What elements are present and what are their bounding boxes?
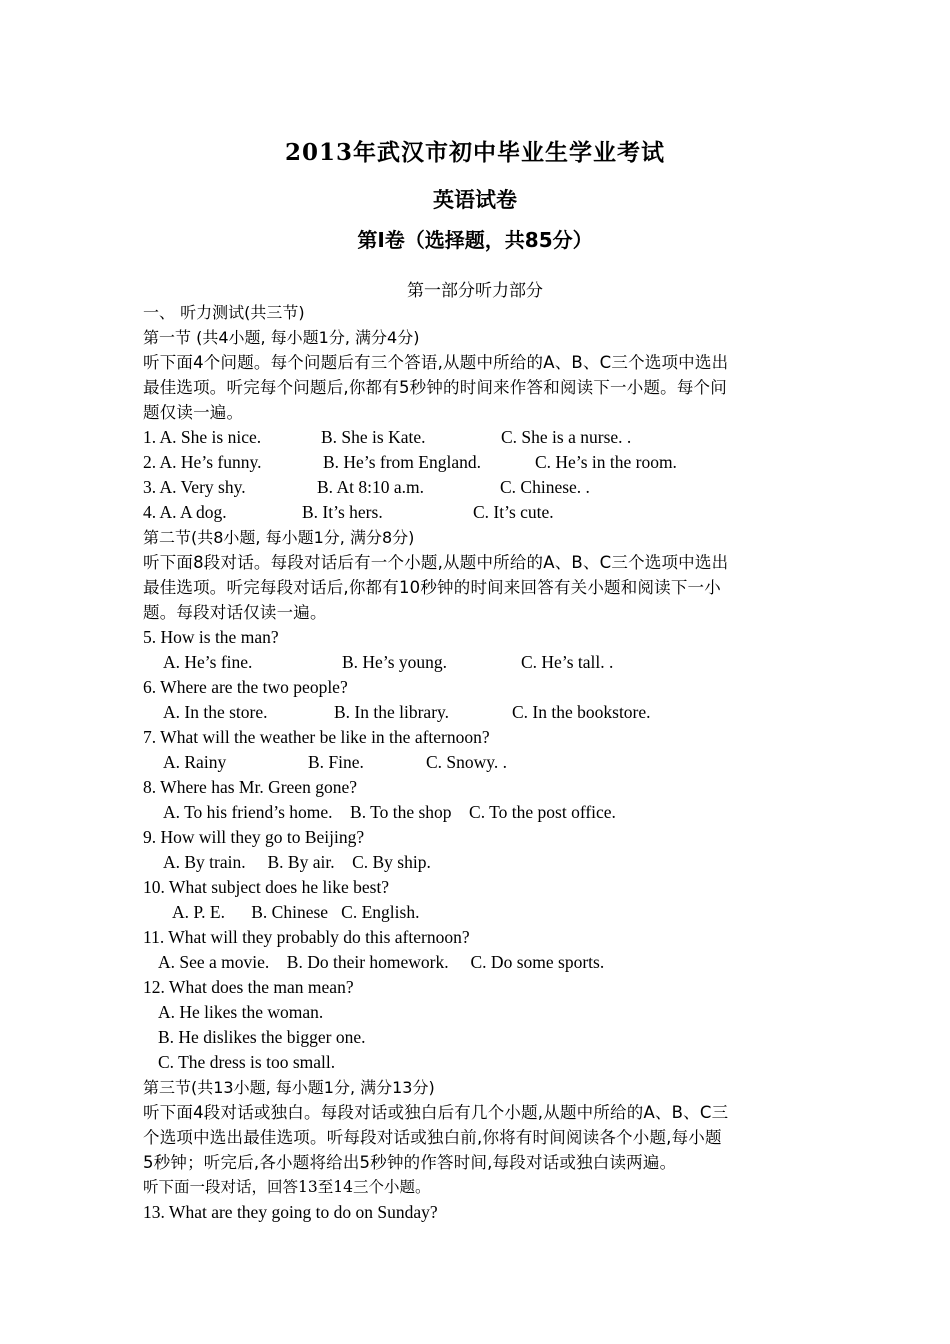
sec3-instruction-line: 5秒钟；听完后,各小题将给出5秒钟的作答时间,每段对话或独白读两遍。 <box>143 1153 677 1172</box>
sec3-instruction-line: 个选项中选出最佳选项。听每段对话或独白前,你将有时间阅读各个小题,每小题 <box>143 1128 722 1147</box>
sec1-heading: 第一节 (共4小题, 每小题1分, 满分4分) <box>143 328 420 347</box>
question-9: 9. How will they go to Beijing? <box>143 827 365 847</box>
option-b: B. He’s young. <box>342 652 447 672</box>
sec2-instruction-line: 题。每段对话仅读一遍。 <box>143 603 327 622</box>
sec1-instruction-line: 题仅读一遍。 <box>143 403 244 422</box>
question-6-options <box>143 700 813 725</box>
sec2-instruction-line: 最佳选项。听完每段对话后,你都有10秒钟的时间来回答有关小题和阅读下一小 <box>143 578 721 597</box>
sec2-instruction-line: 听下面8段对话。每段对话后有一个小题,从题中所给的A、B、C三个选项中选出 <box>143 553 729 572</box>
question-7: 7. What will the weather be like in the afternoon? <box>143 727 490 747</box>
section-heading: 一、 听力测试(共三节) <box>143 303 305 322</box>
question-6: 6. Where are the two people? <box>143 677 348 697</box>
dialog-instruction: 听下面一段对话，回答13至14三个小题。 <box>143 1178 431 1196</box>
question-10: 10. What subject does he like best? <box>143 877 390 897</box>
option-b: B. Fine. <box>308 752 364 772</box>
question-5-options <box>143 650 813 675</box>
option-a: A. He likes the woman. <box>158 1002 324 1022</box>
option-c: C. She is a nurse. . <box>501 427 632 447</box>
question-8-options: A. To his friend’s home. B. To the shop C. To the post office. <box>163 802 616 822</box>
option-c: C. In the bookstore. <box>512 702 651 722</box>
option-b: B. He dislikes the bigger one. <box>158 1027 366 1047</box>
question-2 <box>143 450 813 475</box>
option-c: C. He’s tall. . <box>521 652 614 672</box>
question-7-options <box>143 750 813 775</box>
sec3-heading: 第三节(共13小题, 每小题1分, 满分13分) <box>143 1078 435 1097</box>
option-c: C. The dress is too small. <box>158 1052 336 1072</box>
option-c: C. It’s cute. <box>473 502 554 522</box>
option-c: C. Chinese. . <box>500 477 590 497</box>
question-3 <box>143 475 813 500</box>
sec3-instruction-line: 听下面4段对话或独白。每段对话或独白后有几个小题,从题中所给的A、B、C三 <box>143 1103 729 1122</box>
question-1 <box>143 425 813 450</box>
part-heading: 第一部分听力部分 <box>407 281 543 301</box>
option-b: B. She is Kate. <box>321 427 426 447</box>
sec1-instruction-line: 最佳选项。听完每个问题后,你都有5秒钟的时间来作答和阅读下一小题。每个问 <box>143 378 727 397</box>
exam-title: 2013年武汉市初中毕业生学业考试 <box>284 139 665 166</box>
option-a: 3. A. Very shy. <box>143 477 246 497</box>
question-8: 8. Where has Mr. Green gone? <box>143 777 357 797</box>
option-b: B. He’s from England. <box>323 452 481 472</box>
option-a: A. Rainy <box>163 752 227 772</box>
exam-body <box>143 300 813 1225</box>
question-4 <box>143 500 813 525</box>
option-c: C. He’s in the room. <box>535 452 677 472</box>
question-11-options: A. See a movie. B. Do their homework. C. Do some sports. <box>158 952 605 972</box>
option-a: 4. A. A dog. <box>143 502 227 522</box>
option-a: 2. A. He’s funny. <box>143 452 262 472</box>
question-5: 5. How is the man? <box>143 627 279 647</box>
option-b: B. In the library. <box>334 702 450 722</box>
volume-heading: 第Ⅰ卷（选择题，共85分） <box>357 228 593 252</box>
question-9-options: A. By train. B. By air. C. By ship. <box>163 852 431 872</box>
option-c: C. Snowy. . <box>426 752 508 772</box>
exam-subtitle: 英语试卷 <box>433 188 517 212</box>
sec2-heading: 第二节(共8小题, 每小题1分, 满分8分) <box>143 528 415 547</box>
option-a: A. In the store. <box>163 702 268 722</box>
question-13: 13. What are they going to do on Sunday? <box>143 1202 438 1222</box>
sec1-instruction-line: 听下面4个问题。每个问题后有三个答语,从题中所给的A、B、C三个选项中选出 <box>143 353 729 372</box>
question-10-options: A. P. E. B. Chinese C. English. <box>172 902 420 922</box>
option-b: B. It’s hers. <box>302 502 383 522</box>
question-12: 12. What does the man mean? <box>143 977 354 997</box>
option-a: A. He’s fine. <box>163 652 253 672</box>
option-a: 1. A. She is nice. <box>143 427 262 447</box>
question-11: 11. What will they probably do this afternoon? <box>143 927 470 947</box>
option-b: B. At 8:10 a.m. <box>317 477 424 497</box>
